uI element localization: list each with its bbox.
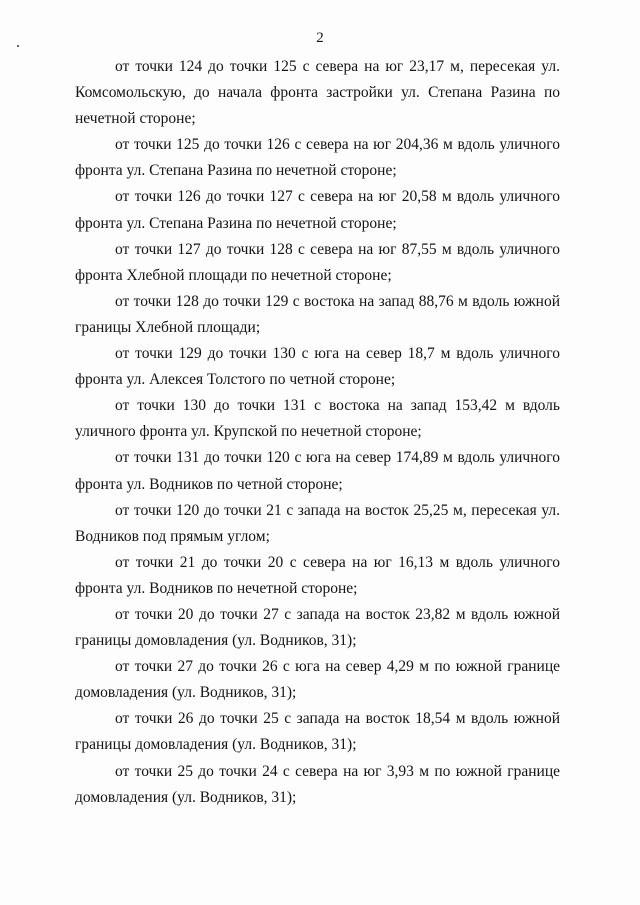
boundary-paragraph: от точки 131 до точки 120 с юга на север 174,89 м вдоль уличного фронта ул. Водников по четной стороне; — [75, 449, 560, 493]
boundary-paragraph: от точки 128 до точки 129 с востока на запад 88,76 м вдоль южной границы Хлебной площади; — [75, 292, 560, 336]
page-number: 2 — [316, 30, 324, 46]
boundary-paragraph: от точки 27 до точки 26 с юга на север 4,29 м по южной границе домовладения (ул. Водников, 31); — [75, 658, 560, 702]
boundary-paragraph: от точки 127 до точки 128 с севера на юг 87,55 м вдоль уличного фронта Хлебной площади по нечетной стороне; — [75, 240, 560, 284]
boundary-paragraph: от точки 126 до точки 127 с севера на юг 20,58 м вдоль уличного фронта ул. Степана Разина по нечетной стороне; — [75, 188, 560, 232]
document-body — [75, 54, 560, 811]
boundary-paragraph: от точки 25 до точки 24 с севера на юг 3,93 м по южной границе домовладения (ул. Водников, 31); — [75, 762, 560, 806]
boundary-paragraph: от точки 129 до точки 130 с юга на север 18,7 м вдоль уличного фронта ул. Алексея Толстого по четной стороне; — [75, 345, 560, 389]
boundary-paragraph: от точки 125 до точки 126 с севера на юг 204,36 м вдоль уличного фронта ул. Степана Разина по нечетной стороне; — [75, 136, 560, 180]
boundary-paragraph: от точки 26 до точки 25 с запада на восток 18,54 м вдоль южной границы домовладения (ул. Водников, 31); — [75, 710, 560, 754]
boundary-paragraph: от точки 21 до точки 20 с севера на юг 16,13 м вдоль уличного фронта ул. Водников по нечетной стороне; — [75, 553, 560, 597]
boundary-paragraph: от точки 20 до точки 27 с запада на восток 23,82 м вдоль южной границы домовладения (ул. Водников, 31); — [75, 605, 560, 650]
boundary-paragraph: от точки 124 до точки 125 с севера на юг 23,17 м, пересекая ул. Комсомольскую, до начала фронта застройки ул. Степана Разина по нечетной стороне; — [75, 58, 560, 128]
boundary-paragraph: от точки 130 до точки 131 с востока на запад 153,42 м вдоль уличного фронта ул. Крупской по нечетной стороне; — [75, 397, 560, 441]
boundary-paragraph: от точки 120 до точки 21 с запада на восток 25,25 м, пересекая ул. Водников под прямым углом; — [75, 501, 560, 545]
